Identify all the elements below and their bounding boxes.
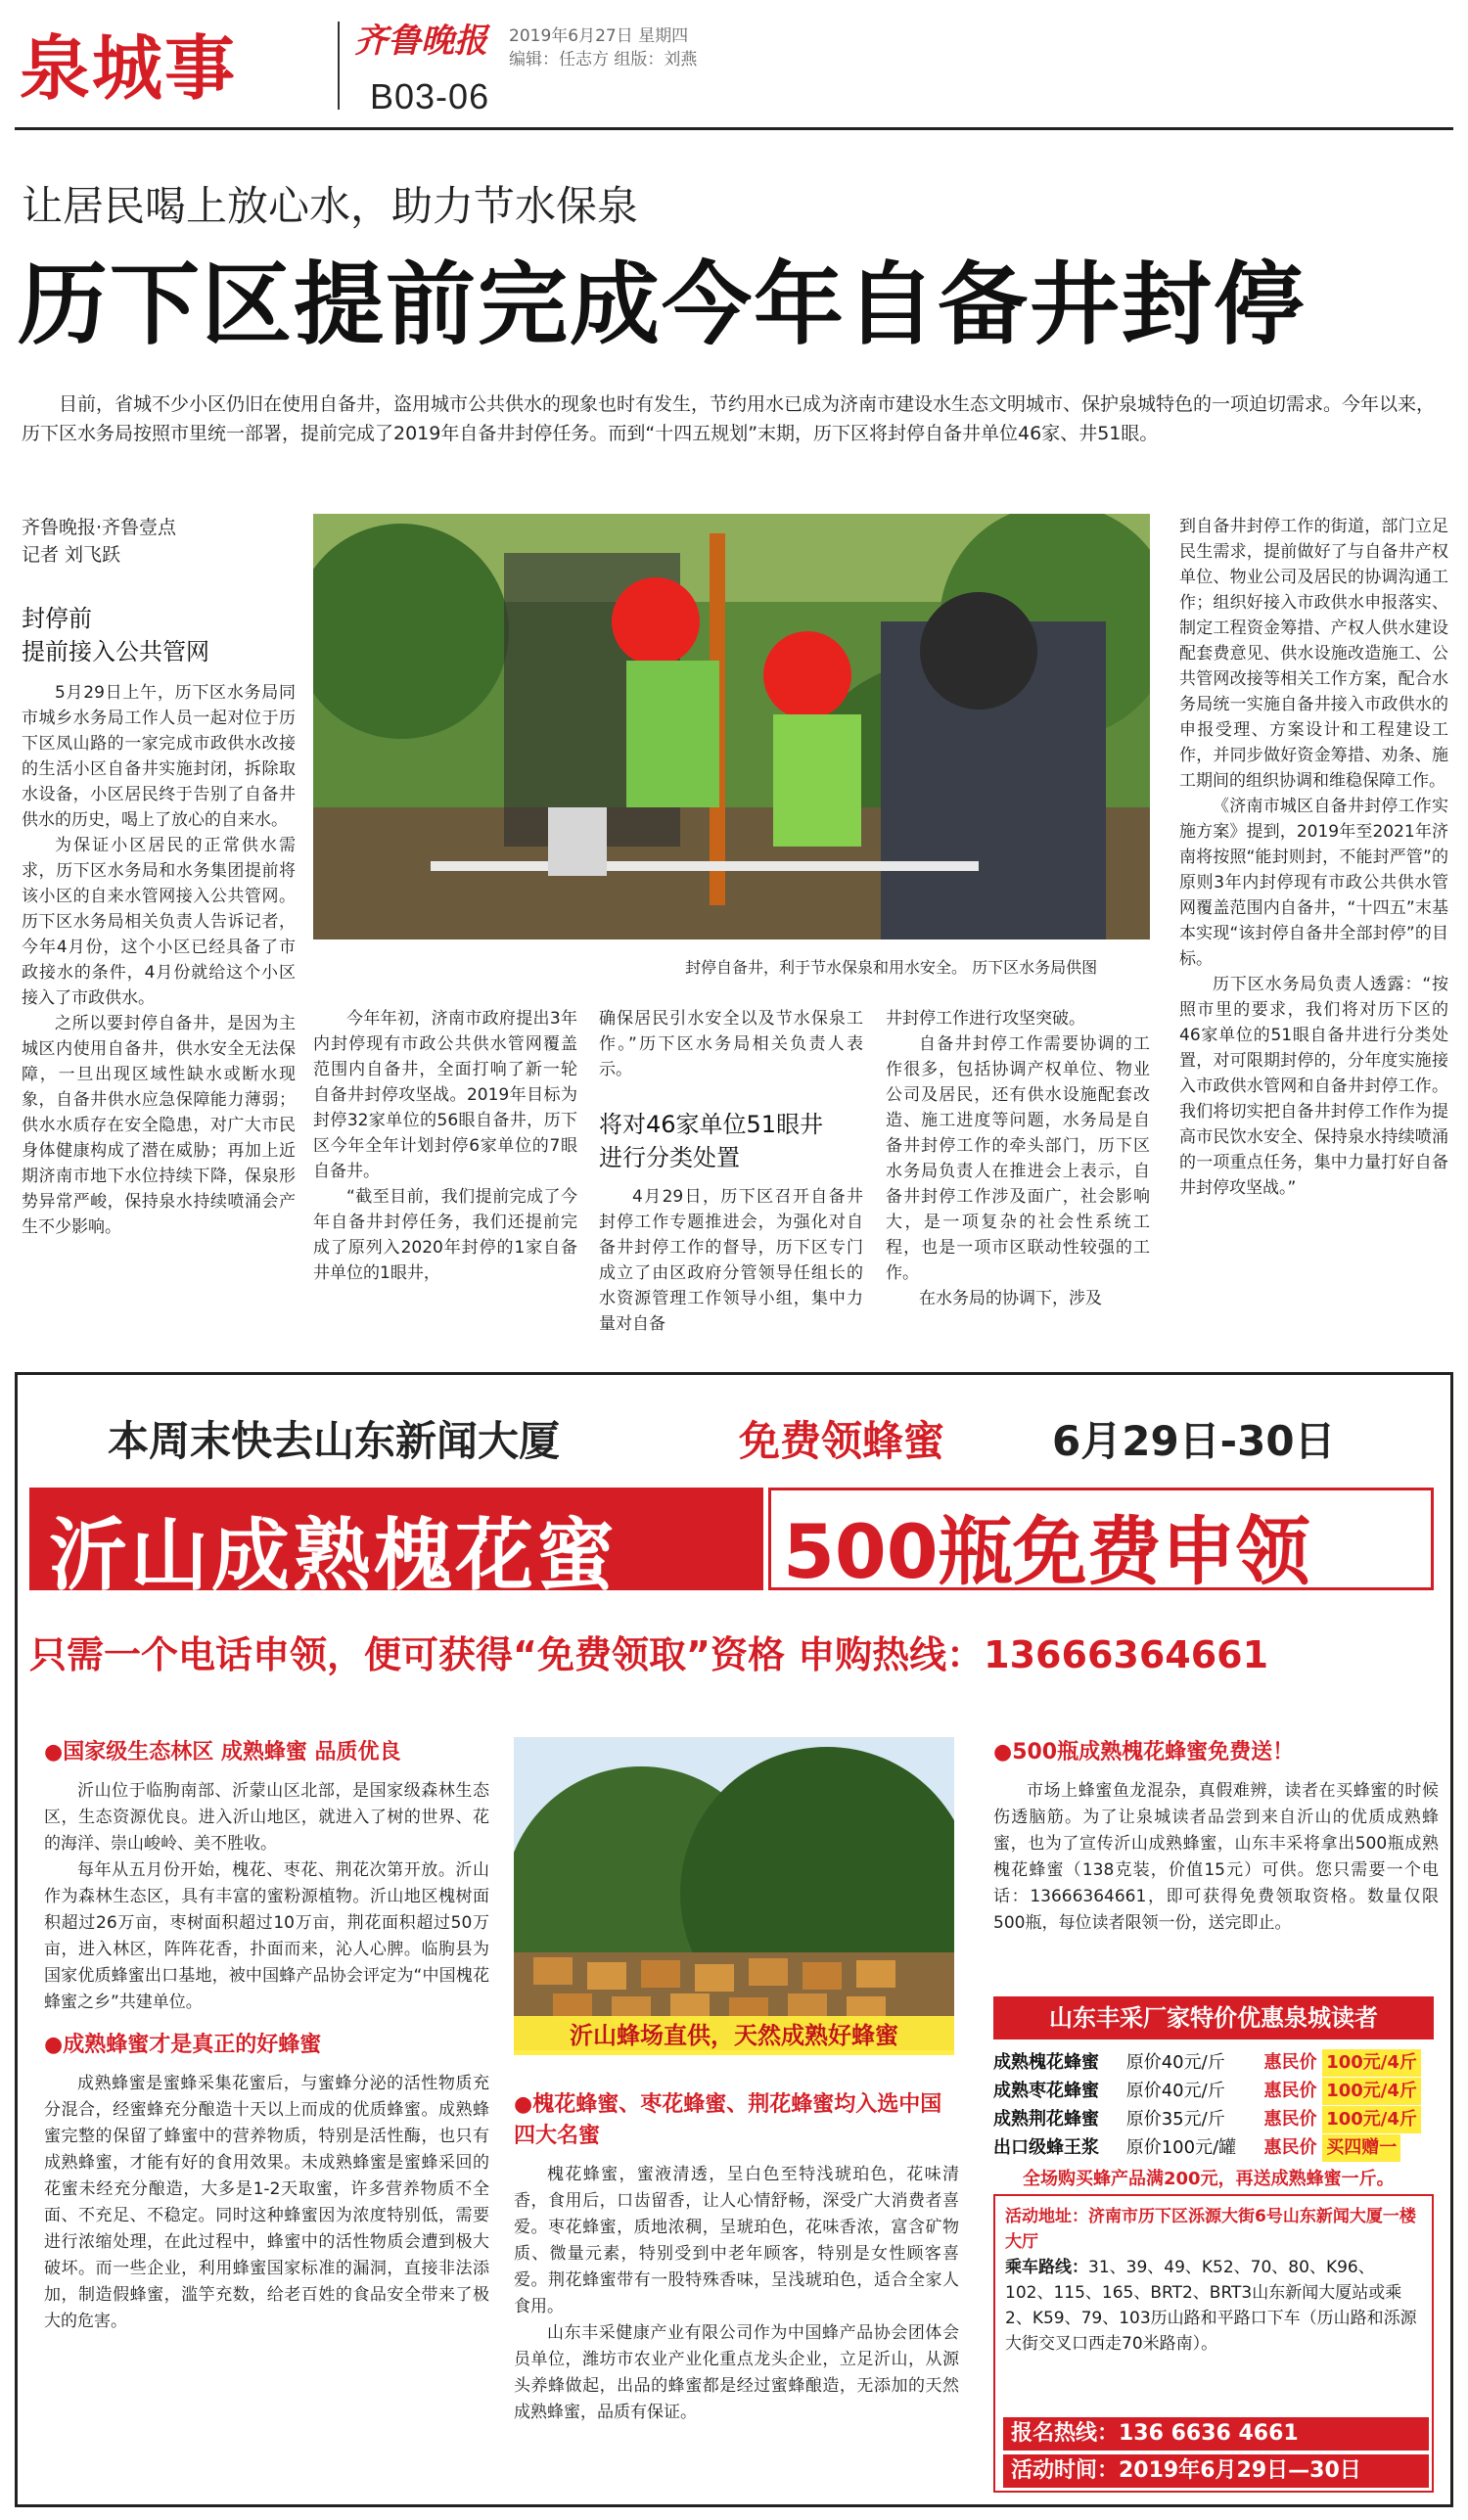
paragraph: 5月29日上午，历下区水务局同市城乡水务局工作人员一起对位于历下区凤山路的一家完成市政供水改接的生活小区自备井实施封闭，拆除取水设备，小区居民终于告别了自备井供水的历史，喝上了放心的自来水。 (22, 683, 296, 830)
ad-text (993, 1778, 1439, 1937)
bonus-offer: 全场购买蜂产品满200元，再送成熟蜂蜜一斤。 (1023, 2169, 1395, 2189)
paragraph: 确保居民引水安全以及节水保泉工作。”历下区水务局相关负责人表示。 (599, 1009, 863, 1079)
event-location (1005, 2204, 1422, 2255)
header-divider (338, 22, 340, 110)
paragraph: “截至目前，我们提前完成了今年自备井封停任务，我们还提前完成了原列入2020年封停的1家自备井单位的1眼井， (313, 1187, 577, 1283)
ad-phone-line: 只需一个电话申领，便可获得“免费领取”资格 申购热线：13666364661 (29, 1633, 1269, 1676)
byline (22, 514, 291, 569)
article-column-5 (1179, 514, 1448, 1201)
issue-date: 2019年6月27日 星期四 (509, 26, 689, 46)
header-rule (15, 127, 1453, 130)
ad-photo-caption: 沂山蜂场直供，天然成熟好蜂蜜 (514, 2016, 954, 2055)
paragraph: 在水务局的协调下，涉及 (919, 1289, 1102, 1308)
paragraph: 4月29日，历下区召开自备井封停工作专题推进会，为强化对自备井封停工作的督导，历下区专门成立了由区政府分管领导任组长的水资源管理工作领导小组，集中力量对自备 (599, 1187, 863, 1334)
paragraph: 到自备井封停工作的街道，部门立足民生需求，提前做好了与自备井产权单位、物业公司及居民的协调沟通工作；组织好接入市政供水申报落实、制定工程资金筹措、产权人供水建设配套费意见、供水设施改造施工、公共管网改接等相关工作方案，配合水务局统一实施自备井接入市政供水的申报受理、方案设计和工程建设工作，并同步做好资金筹措、劝条、施工期间的组织协调和维稳保障工作。 (1179, 517, 1448, 791)
paragraph: 沂山位于临朐南部、沂蒙山区北部，是国家级森林生态区，生态资源优良。进入沂山地区，就进入了树的世界、花的海洋、崇山峻岭、美不胜收。 (44, 1781, 489, 1854)
event-time: 活动时间：2019年6月29日—30日 (1003, 2454, 1429, 2488)
paragraph: 之所以要封停自备井，是因为主城区内使用自备井，供水安全无法保障，一旦出现区域性缺水或断水现象，自备井供水应急保障能力薄弱；供水水质存在安全隐患，对广大市民身体健康构成了潜在威胁；再加上近期济南市地下水位持续下降，保泉形势异常严峻，保持泉水持续喷涌会产生不少影响。 (22, 1014, 296, 1237)
ad-top-date: 6月29日-30日 (1052, 1417, 1336, 1465)
subhead-1-line1: 封停前 (22, 605, 92, 632)
paragraph: 成熟蜂蜜是蜜蜂采集花蜜后，与蜜蜂分泌的活性物质充分混合，经蜜蜂充分酿造十天以上而成的优质蜂蜜。成熟蜂蜜完整的保留了蜂蜜中的营养物质，特别是活性酶，也只有成熟蜂蜜，才能有好的食用效果。未成熟蜂蜜是蜜蜂采回的花蜜未经充分酿造，大多是1-2天取蜜，许多营养物质不全面、不充足、不稳定。同时这种蜂蜜因为浓度特别低，需要进行浓缩处理，在此过程中，蜂蜜中的活性物质会遭到极大破坏。而一些企业，利用蜂蜜国家标准的漏洞，直接非法添加，制造假蜂蜜，滥竽充数，给老百姓的食品安全带来了极大的危害。 (44, 2074, 489, 2331)
promo-label: 惠民价 (1263, 2081, 1317, 2101)
paragraph: 槐花蜂蜜，蜜液清透，呈白色至特浅琥珀色，花味清香，食用后，口齿留香，让人心情舒畅，深受广大消费者喜爱。枣花蜂蜜，质地浓稠，呈琥珀色，花味香浓，富含矿物质、微量元素，特别受到中老年顾客，特别是女性顾客喜爱。荆花蜂蜜带有一股特殊香味，呈浅琥珀色，适合全家人食用。 (514, 2165, 959, 2316)
article-column-3 (599, 1006, 863, 1337)
promo-label: 惠民价 (1263, 2137, 1317, 2158)
location-text: 济南市历下区泺源大街6号山东新闻大厦一楼大厅 (1005, 2207, 1416, 2252)
bus-text: 31、39、49、K52、70、80、K96、102、115、165、BRT2、BRT3山东新闻大厦站或乘2、K59、79、103历山路和平路口下车（历山路和泺源大街交叉口西走70米路南）。 (1005, 2258, 1417, 2354)
subhead-2-line1: 将对46家单位51眼井 (599, 1111, 824, 1138)
offer-title: 山东丰采厂家特价优惠泉城读者 (993, 1996, 1434, 2039)
ad-banner-title: 沂山成熟槐花蜜 (49, 1510, 618, 1601)
paragraph: 山东丰采健康产业有限公司作为中国蜂产品协会团体会员单位，潍坊市农业产业化重点龙头企业，立足沂山，从源头养蜂做起，出品的蜂蜜都是经过蜜蜂酿造，无添加的天然成熟蜂蜜，品质有保证。 (514, 2323, 959, 2422)
ad-text (44, 1778, 489, 2016)
original-price: 原价35元/斤 (1125, 2109, 1225, 2130)
article-lead: 目前，省城不少小区仍旧在使用自备井，盗用城市公共供水的现象也时有发生，节约用水已成为济南市建设水生态文明城市、保护泉城特色的一项迫切需求。今年以来，历下区水务局按照市里统一部署，提前完成了2019年自备井封停任务。而到“十四五规划”末期，历下区将封停自备井单位46家、井51眼。 (22, 393, 1436, 444)
byline-reporter: 记者 刘飞跃 (22, 544, 121, 566)
original-price: 原价100元/罐 (1125, 2137, 1237, 2158)
ad-column-1 (44, 1737, 489, 2335)
bus-routes (1005, 2255, 1422, 2357)
product-name: 出口级蜂王浆 (993, 2137, 1099, 2158)
paragraph: 每年从五月份开始，槐花、枣花、荆花次第开放。沂山作为森林生态区，具有丰富的蜜粉源植物。沂山地区槐树面积超过26万亩，枣树面积超过10万亩，荆花面积超过50万亩，进入林区，阵阵花香，扑面而来，沁人心脾。临朐县为国家优质蜂蜜出口基地，被中国蜂产品协会评定为“中国槐花蜂蜜之乡”共建单位。 (44, 1860, 489, 2012)
subhead-2 (599, 1108, 863, 1174)
byline-source: 齐鲁晚报·齐鲁壹点 (22, 517, 177, 538)
ad-free-title: 500瓶免费申领 (783, 1508, 1310, 1595)
paragraph: 为保证小区居民的正常供水需求，历下区水务局和水务集团提前将该小区的自来水管网接入公共管网。历下区水务局相关负责人告诉记者，今年4月份，这个小区已经具备了市政接水的条件，4月份就给这个小区接入了市政供水。 (22, 836, 296, 1008)
ad-section-title: ●成熟蜂蜜才是真正的好蜂蜜 (44, 2033, 322, 2057)
price-row (993, 2049, 1444, 2077)
price-row (993, 2134, 1444, 2162)
subhead-1-line2: 提前接入公共管网 (22, 638, 209, 665)
promo-price: 买四赠一 (1322, 2134, 1400, 2162)
product-name: 成熟枣花蜂蜜 (993, 2081, 1099, 2101)
photo-caption: 封停自备井，利于节水保泉和用水安全。 历下区水务局供图 (685, 958, 1098, 977)
ad-column-3 (993, 1737, 1439, 1937)
paragraph: 历下区水务局负责人透露：“按照市里的要求，我们将对历下区的46家单位的51眼自备井进行分类处置，对可限期封停的，分年度实施接入市政供水管网和自备井封停工作。我们将切实把自备井封停工作作为提高市民饮水安全、保持泉水持续喷涌的一项重点任务，集中力量打好自备井封停攻坚战。” (1179, 975, 1448, 1198)
article-column-1 (22, 680, 296, 1240)
product-name: 成熟槐花蜂蜜 (993, 2052, 1099, 2073)
ad-section-title: ●槐花蜂蜜、枣花蜂蜜、荆花蜂蜜均入选中国四大名蜜 (514, 2092, 942, 2148)
ad-column-2 (514, 2089, 959, 2426)
price-row (993, 2078, 1444, 2105)
price-row (993, 2106, 1444, 2133)
article-column-2 (313, 1006, 577, 1286)
subhead-2-line2: 进行分类处置 (599, 1144, 740, 1171)
promo-price: 100元/4斤 (1322, 2078, 1421, 2105)
paragraph: 今年年初，济南市政府提出3年内封停现有市政公共供水管网覆盖范围内自备井，全面打响了新一轮自备井封停攻坚战。2019年目标为封停32家单位的56眼自备井，历下区今年全年计划封停6家单位的7眼自备井。 (313, 1009, 577, 1181)
ad-text (514, 2162, 959, 2426)
ad-apiary-photo (514, 1737, 954, 2050)
promo-price: 100元/4斤 (1322, 2106, 1421, 2133)
ad-top-line: 本周末快去山东新闻大厦 (108, 1417, 561, 1465)
promo-label: 惠民价 (1263, 2109, 1317, 2130)
bus-label: 乘车路线： (1005, 2258, 1088, 2277)
article-kicker: 让居民喝上放心水，助力节水保泉 (22, 182, 639, 230)
subhead-1 (22, 602, 296, 668)
article-column-4 (886, 1006, 1150, 1311)
promo-price: 100元/4斤 (1322, 2049, 1421, 2077)
ad-text (44, 2071, 489, 2335)
workers-photo-illustration (313, 514, 1150, 939)
apiary-illustration (514, 1737, 954, 2050)
location-label: 活动地址： (1005, 2207, 1088, 2226)
product-name: 成熟荆花蜂蜜 (993, 2109, 1099, 2130)
paragraph: 《济南市城区自备井封停工作实施方案》提到，2019年至2021年济南将按照“能封则封，不能封严管”的原则3年内封停现有市政公共供水管网覆盖范围内自备井，“十四五”末基本实现“该封停自备井全部封停”的目标。 (1179, 797, 1448, 969)
original-price: 原价40元/斤 (1125, 2052, 1225, 2073)
paragraph: 井封停工作进行攻坚突破。 (886, 1009, 1085, 1029)
promo-label: 惠民价 (1263, 2052, 1317, 2073)
newspaper-logo: 齐鲁晚报 (354, 22, 487, 61)
ad-top-red: 免费领蜂蜜 (739, 1417, 945, 1465)
original-price: 原价40元/斤 (1125, 2081, 1225, 2101)
article-headline: 历下区提前完成今年自备井封停 (18, 252, 1307, 357)
signup-hotline: 报名热线：136 6636 4661 (1003, 2417, 1429, 2451)
section-title: 泉城事 (20, 27, 238, 110)
ad-section-title: ●500瓶成熟槐花蜂蜜免费送！ (993, 1740, 1295, 1764)
editors-line: 编辑：任志方 组版：刘燕 (509, 50, 698, 69)
paragraph: 自备井封停工作需要协调的工作很多，包括协调产权单位、物业公司及居民，还有供水设施配套改造、施工进度等问题，水务局是自备井封停工作的牵头部门，历下区水务局负责人在推进会上表示，自备井封停工作涉及面广，社会影响大，是一项复杂的社会性系统工程，也是一项市区联动性较强的工作。 (886, 1034, 1150, 1283)
paragraph: 市场上蜂蜜鱼龙混杂，真假难辨，读者在买蜂蜜的时候伤透脑筋。为了让泉城读者品尝到来自沂山的优质成熟蜂蜜，也为了宣传沂山成熟蜂蜜，山东丰采将拿出500瓶成熟槐花蜂蜜（138克装，价值15元）可供。您只需要一个电话：13666364661，即可获得免费领取资格。数量仅限500瓶，每位读者限领一份，送完即止。 (993, 1781, 1439, 1933)
ad-section-title: ●国家级生态林区 成熟蜂蜜 品质优良 (44, 1740, 401, 1764)
page-number: B03-06 (370, 76, 490, 116)
article-photo (313, 514, 1150, 939)
